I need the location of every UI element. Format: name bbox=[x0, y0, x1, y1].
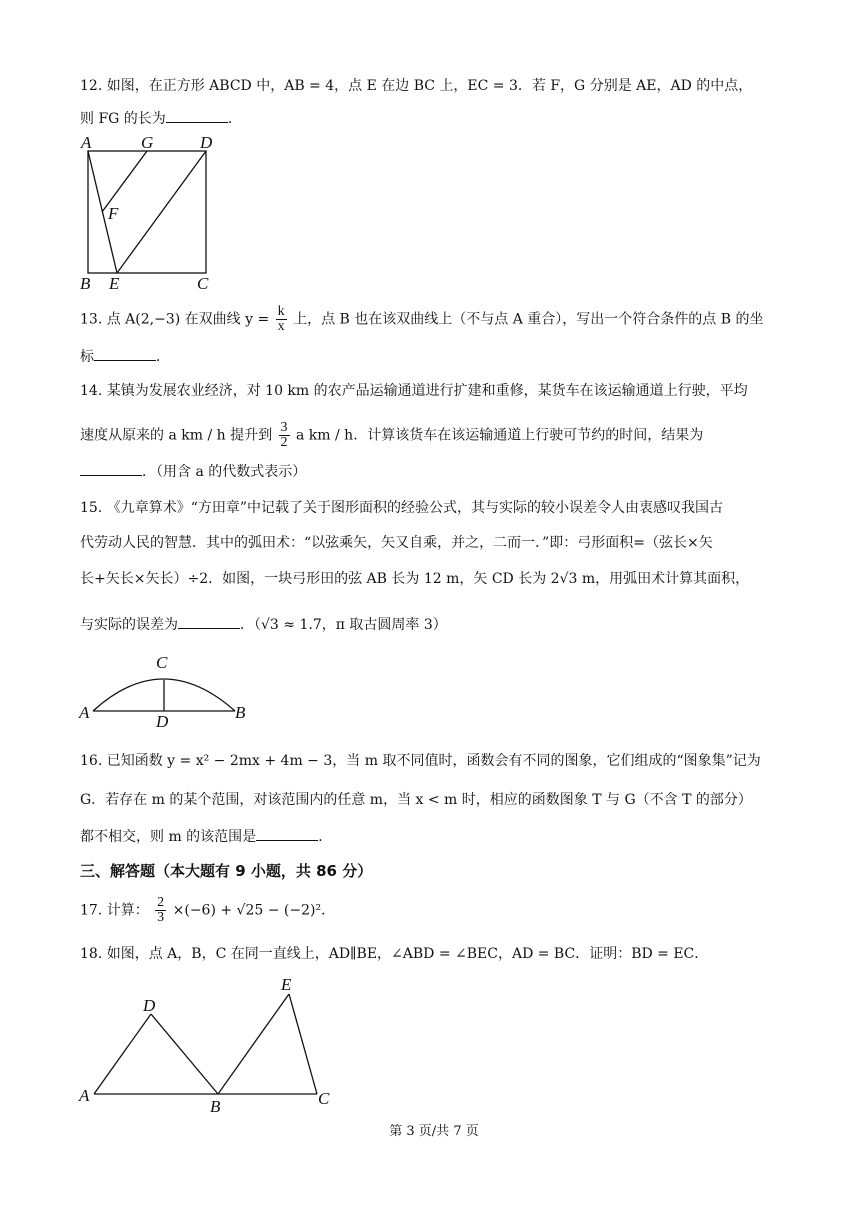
q18-triangles-figure bbox=[75, 970, 345, 1115]
q15-line4 bbox=[80, 614, 447, 635]
q12-line2 bbox=[80, 108, 242, 129]
q14-hint: ．（用含 a 的代数式表示） bbox=[142, 464, 307, 480]
frac-num: k bbox=[277, 304, 285, 319]
label-B: B bbox=[235, 703, 246, 722]
q14-line2 bbox=[80, 421, 703, 450]
label-D: D bbox=[156, 712, 169, 730]
q15-arc-field-figure bbox=[75, 650, 260, 730]
q13-line1 bbox=[80, 305, 763, 334]
q12-end: ． bbox=[227, 111, 242, 127]
q13-text-a: 13. 点 A(2,−3) 在双曲线 y = bbox=[80, 311, 270, 328]
q14-line3 bbox=[80, 461, 306, 482]
section-heading: 三、解答题（本大题有 9 小题，共 86 分） bbox=[80, 862, 373, 880]
q16-line3 bbox=[80, 826, 332, 847]
q18-line: 18. 如图，点 A，B，C 在同一直线上，AD∥BE，∠ABD = ∠BEC，AD = BC．证明：BD = EC． bbox=[80, 946, 709, 962]
label-F: F bbox=[108, 204, 119, 223]
q12-prompt: 则 FG 的长为 bbox=[80, 111, 166, 127]
fraction-3-over-2 bbox=[279, 421, 290, 450]
q13-line2 bbox=[80, 346, 170, 367]
answer-blank bbox=[94, 346, 156, 361]
q12-square-figure bbox=[75, 133, 225, 293]
q17-expression: ×(−6) + √25 − (−2)²． bbox=[172, 902, 336, 919]
q15-line2: 代劳动人民的智慧．其中的弧田术：“以弦乘矢，矢又自乘，并之，二而一．”即：弓形面积=（弦长×矢 bbox=[80, 535, 713, 551]
q15-line1: 15. 《九章算术》“方田章”中记载了关于图形面积的经验公式，其与实际的较小误差令人由衷感叹我国古 bbox=[80, 500, 724, 516]
label-A: A bbox=[79, 1086, 90, 1105]
q17-line bbox=[80, 896, 335, 925]
frac-den: 2 bbox=[280, 435, 288, 450]
q16-line1: 16. 已知函数 y = x² − 2mx + 4m − 3，当 m 取不同值时，函数会有不同的图象，它们组成的“图象集”记为 bbox=[80, 753, 761, 769]
answer-blank bbox=[178, 614, 240, 629]
q13-end: ． bbox=[156, 349, 170, 365]
q17-prefix: 17. 计算： bbox=[80, 902, 149, 919]
label-A: A bbox=[79, 703, 90, 722]
label-A: A bbox=[81, 133, 92, 152]
q15-line3: 长+矢长×矢长）÷2．如图，一块弓形田的弦 AB 长为 12 m，矢 CD 长为 2√3 m，用弧田术计算其面积， bbox=[80, 571, 750, 587]
label-B: B bbox=[210, 1097, 221, 1115]
q16-end: ． bbox=[318, 829, 333, 845]
q16-line2: G．若存在 m 的某个范围，对该范围内的任意 m，当 x < m 时，相应的函数图象 T 与 G（不含 T 的部分） bbox=[80, 792, 752, 808]
label-B: B bbox=[80, 274, 91, 293]
label-E: E bbox=[281, 975, 292, 994]
q14-line1: 14. 某镇为发展农业经济，对 10 km 的农产品运输通道进行扩建和重修，某货车在该运输通道上行驶，平均 bbox=[80, 383, 748, 399]
answer-blank bbox=[80, 461, 142, 476]
frac-den: x bbox=[277, 319, 285, 334]
label-E: E bbox=[109, 274, 120, 293]
q14-text-a: 速度从原来的 a km / h 提升到 bbox=[80, 427, 273, 444]
label-D: D bbox=[143, 996, 156, 1015]
answer-blank bbox=[256, 826, 318, 841]
q15-hint: ．（√3 ≈ 1.7，π 取古圆周率 3） bbox=[240, 617, 447, 633]
label-C: C bbox=[318, 1089, 330, 1108]
fraction-k-over-x bbox=[276, 305, 287, 334]
label-C: C bbox=[197, 274, 209, 293]
q14-text-b: a km / h．计算该货车在该运输通道上行驶可节约的时间，结果为 bbox=[296, 427, 704, 444]
q13-prompt: 标 bbox=[80, 349, 94, 365]
page-footer: 第 3 页/共 7 页 bbox=[389, 1124, 479, 1139]
label-D: D bbox=[200, 133, 213, 152]
fraction-2-over-3 bbox=[155, 896, 166, 925]
q16-prompt: 都不相交，则 m 的该范围是 bbox=[80, 829, 257, 845]
frac-num: 2 bbox=[157, 895, 165, 910]
frac-den: 3 bbox=[157, 910, 165, 925]
q13-text-b: 上，点 B 也在该双曲线上（不与点 A 重合），写出一个符合条件的点 B 的坐 bbox=[293, 311, 764, 328]
label-G: G bbox=[141, 133, 154, 152]
frac-num: 3 bbox=[280, 420, 288, 435]
answer-blank bbox=[166, 108, 228, 123]
q15-prompt: 与实际的误差为 bbox=[80, 617, 178, 633]
label-C: C bbox=[156, 653, 168, 672]
q12-line1: 12. 如图，在正方形 ABCD 中，AB = 4，点 E 在边 BC 上，EC = 3．若 F，G 分别是 AE，AD 的中点， bbox=[80, 78, 753, 94]
